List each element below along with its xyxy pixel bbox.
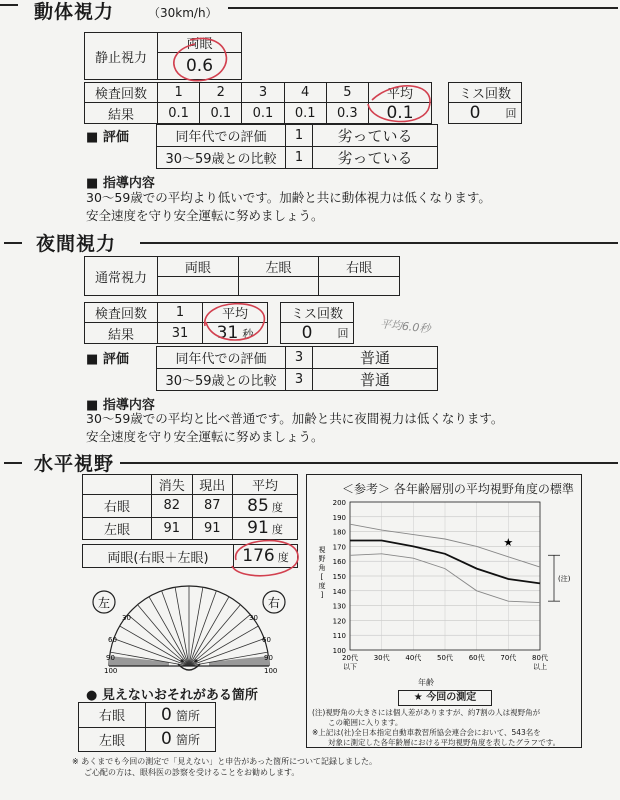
y-tick-label: 120 bbox=[332, 617, 346, 626]
row-label: 左眼 bbox=[79, 727, 146, 752]
dynamic-guide-line: 30〜59歳での平均より低いです。加齢と共に動体視力は低くなります。 bbox=[86, 190, 491, 205]
fan-lines bbox=[109, 586, 269, 666]
y-label-char: 角 bbox=[318, 564, 326, 572]
section-rule bbox=[120, 462, 618, 464]
dynamic-guide-line: 安全速度を守り安全運転に努めましょう。 bbox=[86, 208, 324, 223]
bottom-note: ※ あくまでも今回の測定で「見えない」と申告があった箇所について記録しました。 ご心配の方は、眼科医の診察を受けることをお勧めします。 bbox=[72, 757, 378, 777]
col-avg: 平均 bbox=[369, 83, 432, 103]
result-1: 31 bbox=[158, 323, 203, 344]
tick-left-100: 100 bbox=[104, 667, 118, 675]
eval-row-text: 普通 bbox=[313, 347, 438, 369]
result-avg: 31 秒 bbox=[203, 323, 268, 344]
night-guide-line: 30〜59歳での平均と比べ普通です。加齢と共に夜間視力は低くなります。 bbox=[86, 411, 504, 426]
left-label: 左 bbox=[97, 596, 111, 610]
chart-xlabel: 年齢 bbox=[418, 678, 434, 687]
result-5: 0.3 bbox=[326, 103, 368, 124]
col-avg: 平均 bbox=[233, 475, 298, 495]
eval-row-score: 3 bbox=[286, 369, 313, 391]
section-dash bbox=[4, 462, 22, 464]
col-2: 2 bbox=[200, 83, 242, 103]
eval-row-text: 普通 bbox=[313, 369, 438, 391]
y-tick-label: 140 bbox=[332, 587, 346, 596]
tick-right-90: 90 bbox=[264, 654, 273, 662]
x-tick-label: 以下 bbox=[343, 663, 357, 671]
static-col: 両眼 bbox=[158, 33, 242, 53]
miss-label: ミス回数 bbox=[449, 83, 522, 103]
y-tick-label: 170 bbox=[332, 543, 346, 552]
col-vanish: 消失 bbox=[152, 475, 193, 495]
avg-value: 85 度 bbox=[233, 495, 298, 518]
section-rule bbox=[140, 242, 618, 244]
avg-value: 91 度 bbox=[233, 517, 298, 540]
chart-title: ＜参考＞ 各年齢層別の平均視野角度の標準 bbox=[342, 482, 574, 496]
night-title: 夜間視力 bbox=[36, 233, 117, 255]
night-guide-line: 安全速度を守り安全運転に努めましょう。 bbox=[86, 429, 324, 444]
eval-row-score: 1 bbox=[286, 147, 313, 169]
col-appear: 現出 bbox=[192, 475, 233, 495]
eval-row-score: 1 bbox=[286, 125, 313, 147]
result-avg: 0.1 bbox=[369, 103, 432, 124]
vanish-value: 82 bbox=[152, 495, 193, 518]
result-4: 0.1 bbox=[284, 103, 326, 124]
chart-legend: ★ 今回の測定 bbox=[398, 690, 492, 706]
reference-chart bbox=[306, 494, 582, 684]
normal-col: 右眼 bbox=[319, 257, 400, 277]
eval-row-label: 30〜59歳との比較 bbox=[157, 369, 286, 391]
y-tick-label: 150 bbox=[332, 573, 346, 581]
tick-right-30: 30 bbox=[249, 614, 258, 622]
both-eyes-table bbox=[82, 544, 298, 568]
band-label: (注) bbox=[558, 575, 571, 584]
blind-value: 0 箇所 bbox=[146, 727, 216, 752]
appear-value: 91 bbox=[192, 517, 233, 540]
blind-value: 0 箇所 bbox=[146, 703, 216, 728]
tick-left-60: 60 bbox=[108, 636, 117, 644]
dynamic-result-table bbox=[84, 82, 432, 124]
night-eval-table bbox=[156, 346, 438, 391]
normal-col: 左眼 bbox=[238, 257, 319, 277]
col-1: 1 bbox=[158, 303, 203, 323]
result-3: 0.1 bbox=[242, 103, 284, 124]
visual-field-diagram bbox=[86, 578, 296, 680]
test-header: 検査回数 bbox=[85, 303, 158, 323]
section-dash bbox=[4, 242, 22, 244]
col-avg: 平均 bbox=[203, 303, 268, 323]
x-tick-label: 60代 bbox=[468, 654, 485, 662]
night-eval-label: ■ 評価 bbox=[86, 352, 129, 367]
row-label: 左眼 bbox=[83, 517, 152, 540]
normal-label: 通常視力 bbox=[85, 257, 158, 296]
x-tick-label: 70代 bbox=[500, 654, 517, 662]
x-tick-label: 30代 bbox=[373, 654, 390, 662]
dynamic-speed: （30km/h） bbox=[148, 6, 218, 20]
chart-note: (注)視野角の大きさには個人差がありますが、約7割の人は視野角が この範囲に入ります。 ※上記は(社)全日本指定自動車教習所協会連合会において、543名を 対象に測定した各年齢層における平均視野角度を表したグラフです。 bbox=[312, 708, 561, 747]
miss-label: ミス回数 bbox=[281, 303, 354, 323]
x-tick-label: 40代 bbox=[405, 654, 422, 662]
blind-table bbox=[78, 702, 216, 752]
x-tick-label: 50代 bbox=[437, 654, 453, 662]
result-header: 結果 bbox=[85, 103, 158, 124]
col-3: 3 bbox=[242, 83, 284, 103]
horizontal-title: 水平視野 bbox=[34, 453, 115, 475]
static-label: 静止視力 bbox=[85, 33, 158, 80]
row-label: 右眼 bbox=[79, 703, 146, 728]
vanish-value: 91 bbox=[152, 517, 193, 540]
miss-unit: 回 bbox=[501, 103, 522, 124]
both-label: 両眼(右眼＋左眼) bbox=[83, 545, 234, 568]
row-label: 右眼 bbox=[83, 495, 152, 518]
right-label: 右 bbox=[267, 596, 281, 610]
y-tick-label: 200 bbox=[332, 499, 346, 507]
eye-icon bbox=[194, 659, 197, 662]
y-label-char: 度 bbox=[318, 582, 326, 590]
y-tick-label: 160 bbox=[332, 558, 346, 567]
y-label-char: 視 bbox=[318, 546, 326, 554]
result-2: 0.1 bbox=[200, 103, 242, 124]
dynamic-eval-label: ■ 評価 bbox=[86, 130, 129, 145]
y-tick-label: 190 bbox=[332, 513, 346, 522]
y-tick-label: 110 bbox=[332, 632, 346, 641]
dynamic-guide-label: ■ 指導内容 bbox=[86, 176, 155, 191]
x-tick-label: 20代 bbox=[342, 654, 358, 662]
tick-right-100: 100 bbox=[264, 667, 278, 675]
eval-row-text: 劣っている bbox=[313, 125, 438, 147]
static-value: 0.6 bbox=[158, 53, 242, 80]
eye-icon bbox=[180, 659, 183, 662]
tick-right-60: 60 bbox=[262, 636, 271, 644]
miss-value: 0 bbox=[281, 323, 334, 344]
result-1: 0.1 bbox=[158, 103, 200, 124]
y-label-char: 野 bbox=[318, 555, 326, 563]
x-tick-label: 80代 bbox=[532, 654, 548, 662]
section-dash bbox=[0, 4, 18, 6]
y-tick-label: 180 bbox=[332, 528, 346, 537]
current-measurement-marker: ★ bbox=[503, 535, 514, 549]
col-5: 5 bbox=[326, 83, 368, 103]
normal-vision-table bbox=[84, 256, 400, 296]
eval-row-label: 同年代での評価 bbox=[157, 347, 286, 369]
col-4: 4 bbox=[284, 83, 326, 103]
night-result-table bbox=[84, 302, 268, 344]
dynamic-eval-table bbox=[156, 124, 438, 169]
tick-left-90: 90 bbox=[106, 654, 115, 662]
y-label-char: ] bbox=[320, 591, 324, 599]
section-rule bbox=[228, 7, 618, 9]
blind-label: ● 見えないおそれがある箇所 bbox=[86, 688, 258, 703]
dynamic-miss-table bbox=[448, 82, 522, 124]
miss-unit: 回 bbox=[333, 323, 354, 344]
col-1: 1 bbox=[158, 83, 200, 103]
result-header: 結果 bbox=[85, 323, 158, 344]
eval-row-score: 3 bbox=[286, 347, 313, 369]
test-header: 検査回数 bbox=[85, 83, 158, 103]
both-value: 176 度 bbox=[234, 545, 298, 568]
dynamic-title: 動体視力 bbox=[34, 1, 115, 23]
horizontal-table bbox=[82, 474, 298, 540]
eval-row-label: 同年代での評価 bbox=[157, 125, 286, 147]
handwriting-note: 平均6.0秒 bbox=[379, 317, 431, 336]
miss-value: 0 bbox=[449, 103, 502, 124]
y-label-char: [ bbox=[320, 573, 324, 581]
eval-row-text: 劣っている bbox=[313, 147, 438, 169]
night-guide-label: ■ 指導内容 bbox=[86, 398, 155, 413]
normal-col: 両眼 bbox=[158, 257, 239, 277]
static-vision-table bbox=[84, 32, 242, 80]
y-tick-label: 100 bbox=[332, 647, 346, 655]
x-tick-label: 以上 bbox=[533, 663, 547, 671]
tick-left-30: 30 bbox=[122, 614, 131, 622]
y-tick-label: 130 bbox=[332, 602, 346, 611]
appear-value: 87 bbox=[192, 495, 233, 518]
eval-row-label: 30〜59歳との比較 bbox=[157, 147, 286, 169]
night-miss-table bbox=[280, 302, 354, 344]
